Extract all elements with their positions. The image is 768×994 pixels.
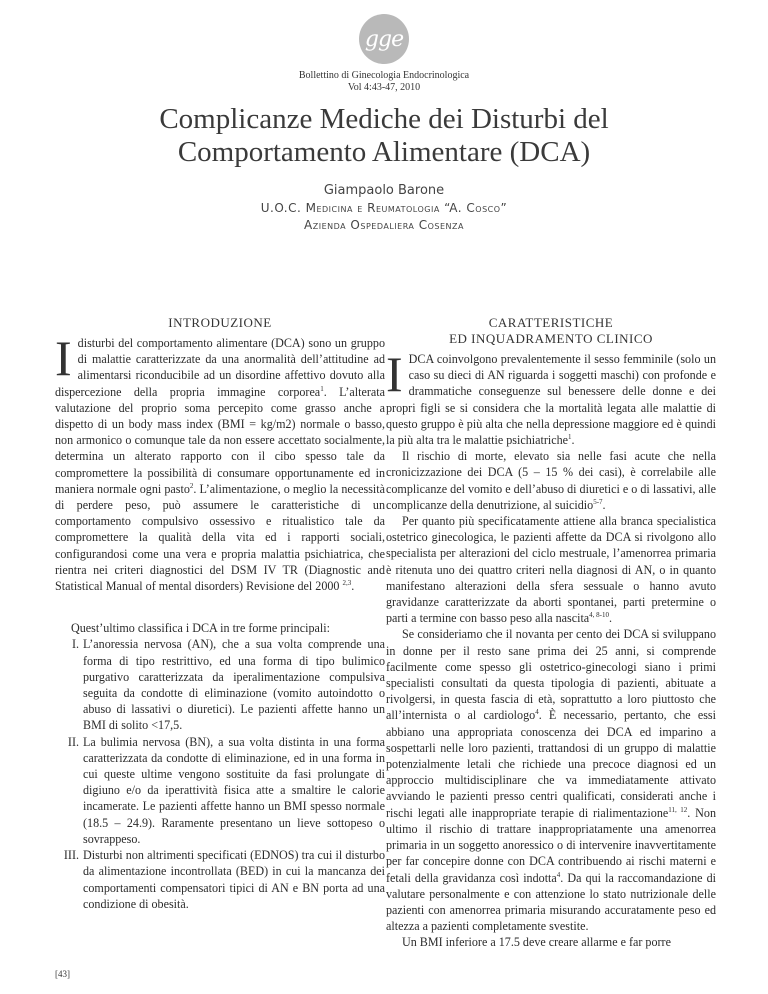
paragraph: Il rischio di morte, elevato sia nelle fasi acute che nella cronicizzazione dei DCA (5 – 15 % dei casi), è correlabile alle complicanze del vomito e dell’abuso di diuretici e o di lassativi, alle complicanze della denutrizione, al suicidio$^{5-7}$.	[386, 449, 716, 512]
citation: 2,3	[342, 579, 352, 588]
citation: 1	[320, 384, 324, 393]
citation: 4, 8-10	[589, 611, 610, 620]
affiliation-department: U.O.C. Medicina e Reumatologia “A. Cosco”	[260, 201, 508, 215]
paragraph: I DCA coinvolgono prevalentemente il sesso femminile (solo un caso su dieci di AN riguarda i soggetti maschi) con profonde e drammatiche conseguenze sul benessere delle donne e dei propri figli se si considera che la mortalità legata alle malattie di questo gruppo è più alta che nella depressione maggiore ed è quindi la più alta tra le malattie psichiatriche$^1$.	[386, 346, 716, 448]
citation: 1	[568, 432, 572, 441]
left-column	[55, 315, 385, 912]
citation: 5-7	[593, 497, 603, 506]
journal-logo	[359, 14, 409, 64]
list-item: I. L’anoressia nervosa (AN), che a sua volta comprende una forma di tipo restrittivo, ed una forma di tipo bulimico purgativo caratterizzata da iperalimentazione compulsiva seguita da condotte di eliminazione (vomito autoindotto o abuso di lassativi o diuretici). Le pazienti affette hanno un BMI di solito <17,5.	[71, 637, 385, 733]
intro-paragraph: I disturbi del comportamento alimentare (DCA) sono un gruppo di malattie caratterizzate da una anormalità dell’attitudine ad alimentarsi riconducibile ad un disordine affettivo dovuto alla dispercezione della propria immagine corporea$^1$. L’alterata valutazione del proprio soma percepito come grasso anche a dispetto di un body mass index (BMI = kg/m2) normale o basso, non armonico o comunque tale da non essere accettato socialmente, determina un alterato rapporto con il cibo spesso tale da compromettere la possibilità di consumare opportunamente ed in maniera normale ogni pasto$^2$. L’alimentazione, o meglio la necessità di perdere peso, può assumere le caratteristiche di un comportamento compulsivo ossessivo e ritualistico tale da compromettere la qualità della vita ed i rapporti sociali, configurandosi come una vera e propria malattia psichiatrica, che rientra nei criteri diagnostici del DSM IV TR (Diagnostic and Statistical Manual of mental disorders) Revisione del 2000 $^{2,3}$.	[55, 330, 386, 594]
drop-cap: I	[386, 346, 403, 402]
section-heading-introduzione: INTRODUZIONE	[168, 315, 272, 330]
list-item: III. Disturbi non altrimenti specificati (EDNOS) tra cui il disturbo da alimentazione incontrollata (BED) in cui la mancanza dei comportamenti compensatori tipici di AN e BN porta ad una condizione di obesità.	[63, 848, 385, 911]
paragraph: Per quanto più specificatamente attiene alla branca specialistica ostetrico ginecologica, le pazienti affette da DCA si rivolgono allo specialista per alterazioni del ciclo mestruale, l’amenorrea primaria è ritenuta uno dei quattro criteri nella diagnosi di AN, o in quanto manifestano alterazioni della sfera sessuale o hanno avuto gravidanze caratterizzate da aborti spontanei, parti pretermine o parti a termine con basso peso alla nascita$^{4, 8-10}$.	[386, 514, 716, 626]
page-number: [43]	[55, 969, 70, 979]
paragraph: Un BMI inferiore a 17.5 deve creare allarme e far porre	[402, 935, 671, 950]
author-name: Giampaolo Barone	[323, 183, 445, 198]
article-title	[0, 103, 768, 169]
list-item: II. La bulimia nervosa (BN), a sua volta distinta in una forma caratterizzata da condotte di eliminazione, ed in una forma in cui queste ultime vengono sostituite da fasi prolungate di digiuno e/o da iperattività fisica atte a smaltire le calorie incamerate. Le pazienti affette hanno un BMI spesso normale (18.5 – 24.9). Raramente presentano un lieve sottopeso o sovrappeso.	[67, 734, 385, 846]
logo-text: gge	[364, 26, 404, 52]
journal-volume: Vol 4:43-47, 2010	[347, 82, 421, 93]
title-line-1: Complicanze Mediche dei Disturbi del	[159, 103, 609, 135]
paragraph: Se consideriamo che il novanta per cento dei DCA si sviluppano in donne per il resto sane prima dei 25 anni, si comprende facilmente come spesso gli ostetrico-ginecologi siano i primi specialisti consultati da questa tipologia di pazienti, abituate a rivolgersi, in questa fascia di età, soprattutto a loro piuttosto che all’internista o al cardiologo$^4$. È necessario, pertanto, che essi abbiano una appropriata conoscenza dei DCA ed imparino a sospettarli nelle loro pazienti, trattandosi di un gruppo di malattie potenzialmente letali che richiede una precoce diagnosi ed un approccio multidisciplinare che va immediatamente attivato avviando le pazienti presso centri qualificati, considerati anche i rischi legati alle inappropriate terapie di rialimentazione$^{11, 12}$. Non ultimo il rischio di trattare inappropriatamente una amenorrea primaria in un soggetto anoressico o di intervenire inavvertitamente per far concepire donne con DCA contribuendo ai rischi materni e fetali della gravidanza così indotta$^4$. Da qui la raccomandazione di valutare personalmente e con attenzione lo stato nutrizionale delle pazienti con amenorrea primaria misurando accuratamente peso ed altezza a pazienti completamente svestite.	[386, 627, 716, 934]
citation: 4	[535, 708, 539, 717]
title-line-2: Comportamento Alimentare (DCA)	[177, 136, 591, 168]
citation: 11, 12	[668, 805, 688, 814]
section-heading-caratteristiche: CARATTERISTICHE ED INQUADRAMENTO CLINICO	[449, 315, 653, 346]
citation: 2	[189, 481, 194, 490]
drop-cap: I	[55, 330, 72, 386]
right-column	[386, 315, 716, 951]
affiliation-hospital: Azienda Ospedaliera Cosenza	[304, 218, 464, 232]
citation: 4	[556, 870, 561, 879]
classification-intro: Quest’ultimo classifica i DCA in tre forme principali:	[71, 621, 330, 636]
classification-list	[55, 636, 385, 911]
journal-name: Bollettino di Ginecologia Endocrinologica	[298, 70, 470, 81]
